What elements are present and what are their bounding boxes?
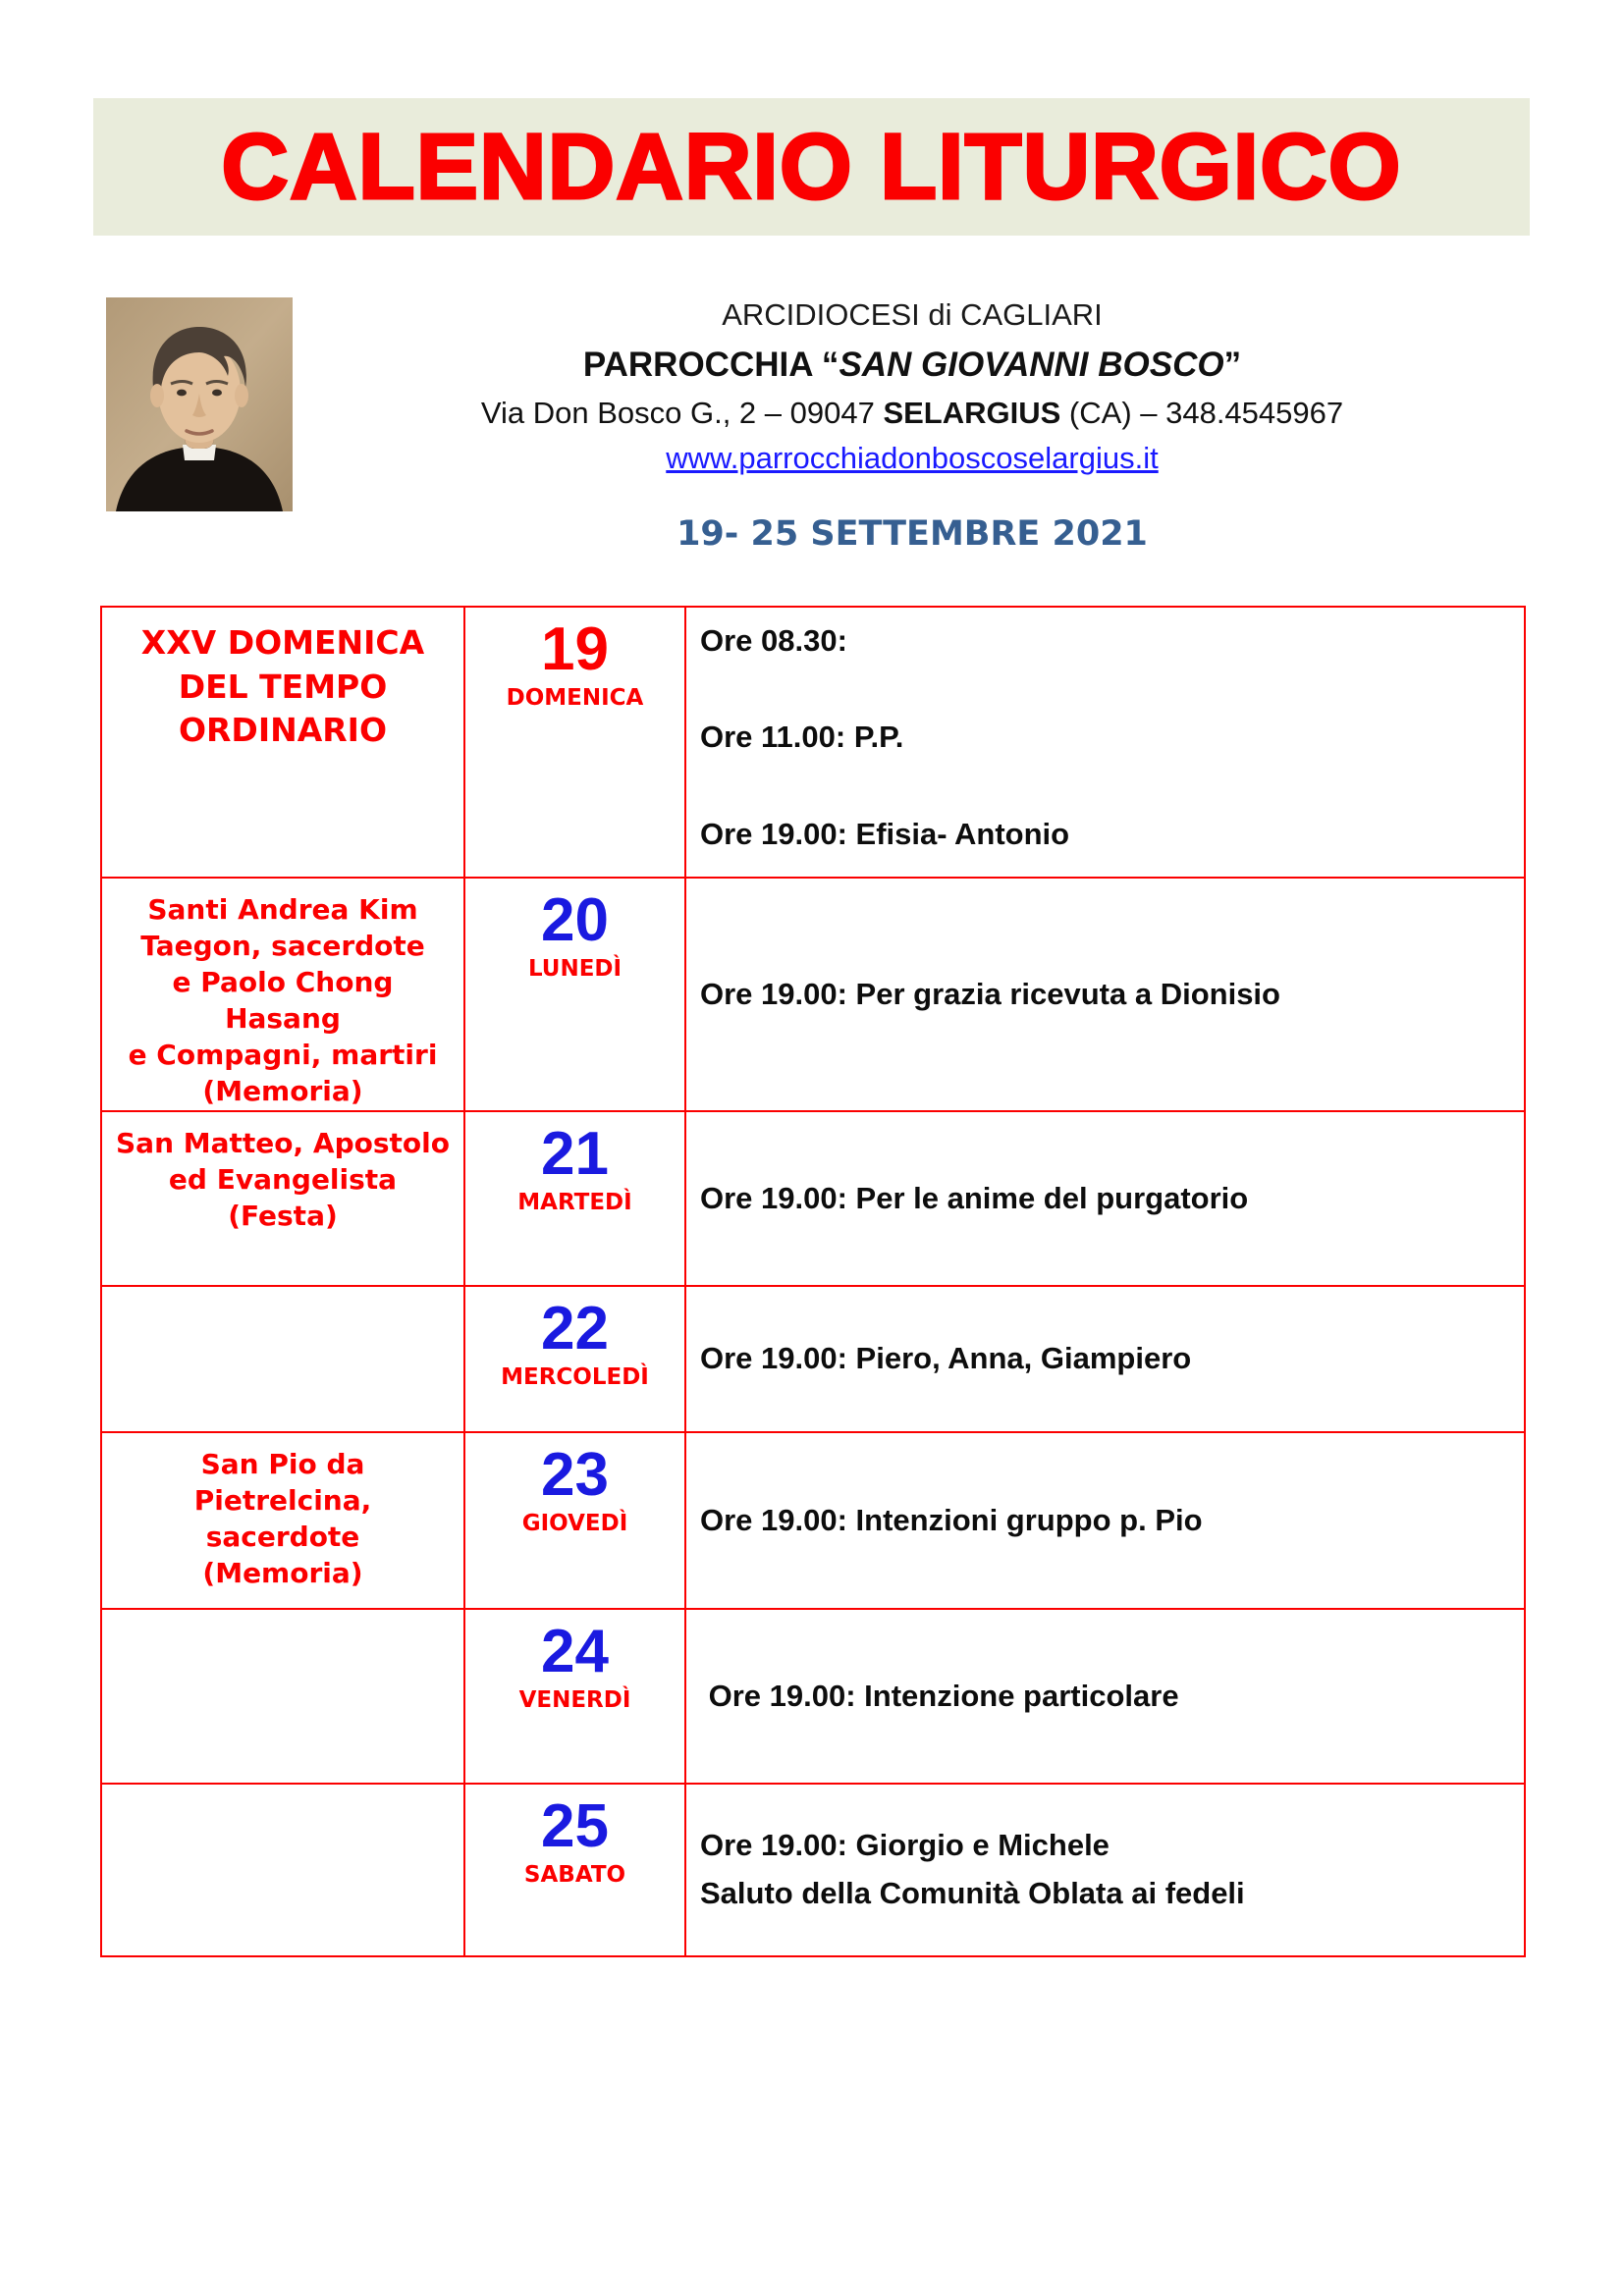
feast-line: ed Evangelista	[168, 1162, 398, 1196]
day-cell	[464, 878, 685, 1111]
event-line: Ore 11.00: P.P.	[700, 720, 904, 755]
day-cell	[464, 1432, 685, 1609]
feast-line: sacerdote	[205, 1520, 360, 1553]
weekday-name: VENERDÌ	[518, 1686, 631, 1713]
day-number: 21	[541, 1119, 609, 1188]
weekday-name: MERCOLEDÌ	[501, 1363, 649, 1390]
address-city: SELARGIUS	[883, 395, 1061, 430]
day-cell	[464, 1286, 685, 1432]
calendar-row	[101, 878, 1525, 1111]
events-cell	[685, 607, 1525, 878]
parish-line	[295, 344, 1530, 387]
feast-line: e Paolo Chong Hasang	[172, 965, 394, 1035]
events-cell	[685, 1784, 1525, 1956]
feast-line: e Compagni, martiri	[128, 1038, 438, 1071]
day-number: 24	[541, 1617, 609, 1685]
day-number: 19	[541, 615, 609, 683]
feast-line: (Festa)	[228, 1199, 338, 1232]
day-number: 23	[541, 1440, 609, 1509]
day-number: 20	[541, 886, 609, 954]
events-cell	[685, 878, 1525, 1111]
event-line: Ore 19.00: Per grazia ricevuta a Dionisio	[700, 976, 1280, 1011]
weekday-name: SABATO	[523, 1861, 626, 1888]
feast-line: DEL TEMPO	[178, 667, 388, 706]
address-line	[295, 395, 1530, 433]
page-title: CALENDARIO LITURGICO	[221, 114, 1402, 219]
event-line: Saluto della Comunità Oblata ai fedeli	[700, 1875, 1245, 1910]
header-block	[295, 296, 1530, 557]
weekday-name: LUNEDÌ	[527, 956, 623, 983]
week-range: 19- 25 SETTEMBRE 2021	[677, 514, 1148, 554]
feast-cell	[101, 1286, 464, 1432]
feast-cell	[101, 878, 464, 1111]
event-line: Ore 08.30:	[700, 623, 847, 658]
weekday-name: MARTEDÌ	[517, 1189, 632, 1215]
feast-line: (Memoria)	[202, 1556, 363, 1589]
parish-suffix: ”	[1223, 345, 1242, 384]
weekday-name: GIOVEDÌ	[521, 1510, 628, 1536]
calendar-row	[101, 1609, 1525, 1784]
feast-cell	[101, 1111, 464, 1286]
liturgical-calendar-table	[100, 606, 1526, 1957]
events-cell	[685, 1432, 1525, 1609]
calendar-row	[101, 1286, 1525, 1432]
feast-cell	[101, 1432, 464, 1609]
calendar-row	[101, 1784, 1525, 1956]
calendar-row	[101, 1432, 1525, 1609]
address-post: (CA) – 348.4545967	[1060, 395, 1344, 430]
feast-line: ORDINARIO	[178, 711, 388, 750]
feast-line: XXV DOMENICA	[140, 623, 425, 662]
day-cell	[464, 1111, 685, 1286]
website-link[interactable]: www.parrocchiadonboscoselargius.it	[666, 441, 1159, 476]
parish-name: SAN GIOVANNI BOSCO	[839, 345, 1224, 384]
day-cell	[464, 1784, 685, 1956]
feast-line: (Memoria)	[202, 1074, 363, 1107]
day-cell	[464, 1609, 685, 1784]
don-bosco-photo	[106, 297, 293, 511]
feast-cell	[101, 1784, 464, 1956]
events-cell	[685, 1609, 1525, 1784]
feast-line: San Matteo, Apostolo	[116, 1126, 450, 1159]
calendar-body	[101, 607, 1525, 1956]
archdiocese-line: ARCIDIOCESI di CAGLIARI	[722, 297, 1103, 332]
address-pre: Via Don Bosco G., 2 – 09047	[480, 395, 884, 430]
event-line: Ore 19.00: Giorgio e Michele	[700, 1828, 1110, 1863]
events-cell	[685, 1286, 1525, 1432]
feast-line: Santi Andrea Kim	[147, 893, 418, 926]
event-line: Ore 19.00: Intenzione particolare	[700, 1678, 1179, 1713]
weekday-name: DOMENICA	[506, 685, 644, 712]
title-banner	[93, 98, 1530, 236]
event-line: Ore 19.00: Piero, Anna, Giampiero	[700, 1341, 1192, 1376]
events-cell	[685, 1111, 1525, 1286]
feast-line: Taegon, sacerdote	[140, 929, 425, 962]
feast-cell	[101, 607, 464, 878]
calendar-row	[101, 607, 1525, 878]
feast-line: San Pio da Pietrelcina,	[193, 1447, 372, 1517]
day-number: 22	[541, 1294, 609, 1362]
event-line: Ore 19.00: Efisia- Antonio	[700, 816, 1070, 851]
event-line: Ore 19.00: Per le anime del purgatorio	[700, 1180, 1249, 1215]
event-line: Ore 19.00: Intenzioni gruppo p. Pio	[700, 1502, 1203, 1537]
parish-prefix: PARROCCHIA “	[582, 345, 839, 384]
feast-cell	[101, 1609, 464, 1784]
day-number: 25	[541, 1791, 609, 1860]
don-bosco-portrait-graphic	[106, 297, 293, 511]
calendar-row	[101, 1111, 1525, 1286]
day-cell	[464, 607, 685, 878]
